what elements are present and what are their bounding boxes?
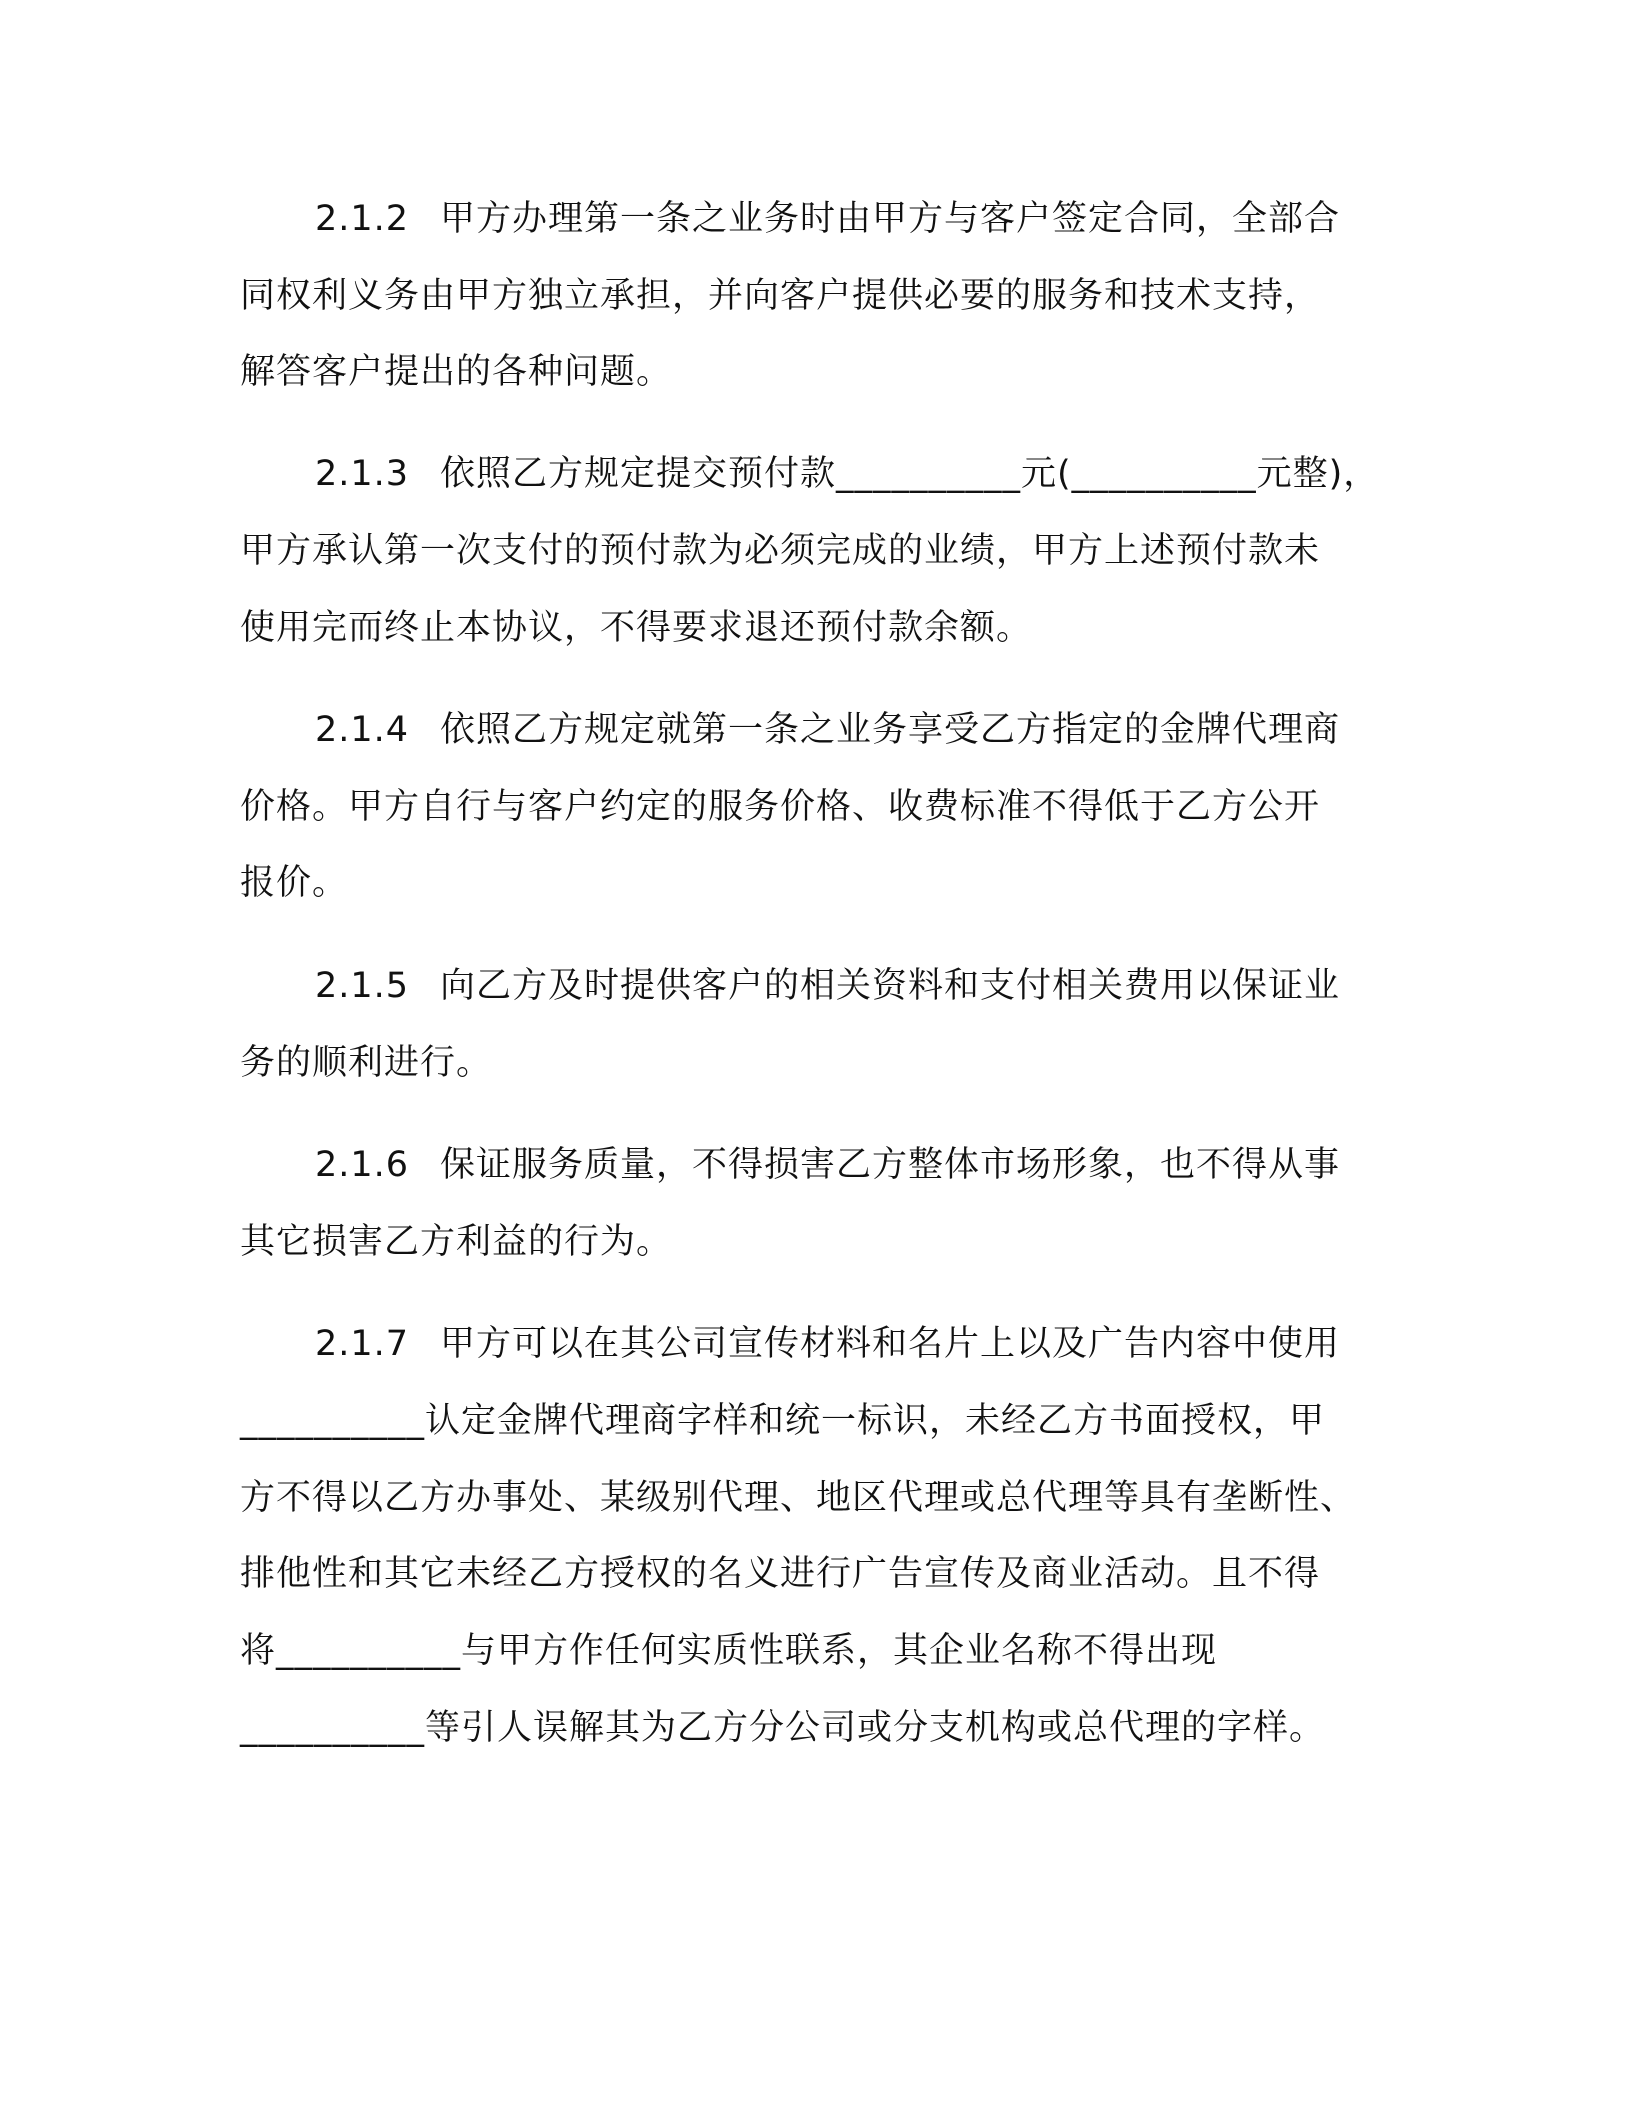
clause-line: 使用完而终止本协议，不得要求退还预付款余额。 [240,608,1033,648]
clause-line: 务的顺利进行。 [240,1043,493,1083]
clause-text: 依照乙方规定提交预付款__________元(__________元整)， [440,454,1380,494]
clause-line: 甲方承认第一次支付的预付款为必须完成的业绩，甲方上述预付款未 [240,531,1321,571]
clause-line: 价格。甲方自行与客户约定的服务价格、收费标准不得低于乙方公开 [240,787,1321,827]
clause-2-1-5-first-line [315,964,1340,1008]
clause-line: 报价。 [240,863,349,903]
clause-line: __________等引人误解其为乙方分公司或分支机构或总代理的字样。 [240,1708,1326,1748]
clause-2-1-2-first-line [315,197,1340,241]
clause-text: 甲方办理第一条之业务时由甲方与客户签定合同，全部合 [440,199,1341,239]
clause-number: 2.1.3 [315,454,410,494]
clause-line: 解答客户提出的各种问题。 [240,352,673,392]
clause-line: 将__________与甲方作任何实质性联系，其企业名称不得出现 [240,1631,1218,1671]
clause-2-1-3-first-line [315,452,1379,496]
clause-text: 向乙方及时提供客户的相关资料和支付相关费用以保证业 [440,966,1341,1006]
clause-line: 方不得以乙方办事处、某级别代理、地区代理或总代理等具有垄断性、 [240,1478,1357,1518]
clause-number: 2.1.7 [315,1324,410,1364]
clause-line: 其它损害乙方利益的行为。 [240,1222,673,1262]
clause-number: 2.1.6 [315,1145,410,1185]
clause-text: 依照乙方规定就第一条之业务享受乙方指定的金牌代理商 [440,710,1341,750]
clause-2-1-7-first-line [315,1322,1340,1366]
clause-line: 同权利义务由甲方独立承担，并向客户提供必要的服务和技术支持， [240,276,1321,316]
clause-line: 排他性和其它未经乙方授权的名义进行广告宣传及商业活动。且不得 [240,1554,1321,1594]
clause-text: 甲方可以在其公司宣传材料和名片上以及广告内容中使用 [440,1324,1341,1364]
clause-text: 保证服务质量，不得损害乙方整体市场形象，也不得从事 [440,1145,1341,1185]
clause-line: __________认定金牌代理商字样和统一标识，未经乙方书面授权，甲 [240,1401,1326,1441]
clause-2-1-6-first-line [315,1143,1340,1187]
clause-number: 2.1.5 [315,966,410,1006]
clause-number: 2.1.2 [315,199,410,239]
clause-2-1-4-first-line [315,708,1340,752]
clause-number: 2.1.4 [315,710,410,750]
